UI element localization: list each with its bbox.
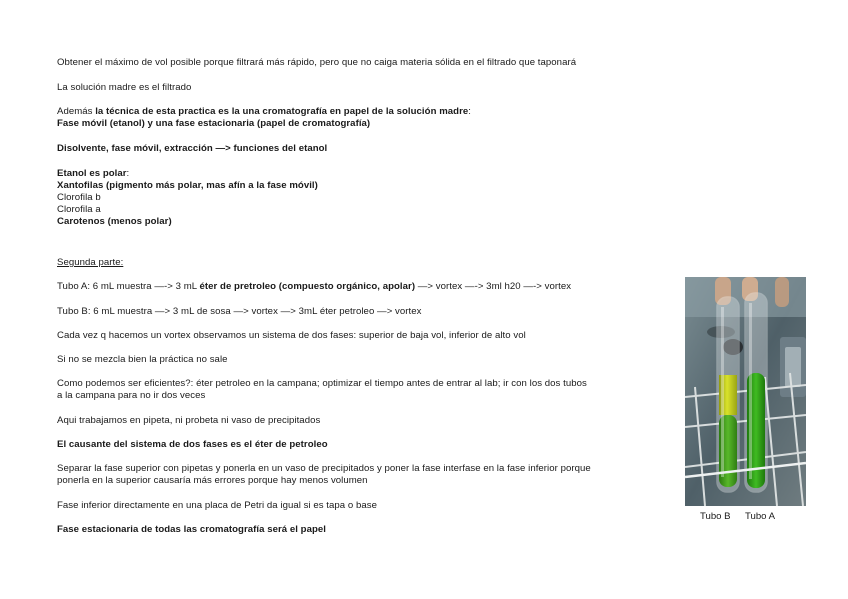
text-colon: : <box>468 106 471 117</box>
paragraph-tecnica <box>57 106 471 118</box>
list-item-xantofilas: Xantofilas (pigmento más polar, mas afín a la fase móvil) <box>57 180 318 191</box>
paragraph-tubo-a <box>57 281 571 293</box>
paragraph-tubo-b: Tubo B: 6 mL muestra —> 3 mL de sosa —> vortex —> 3mL éter petroleo —> vortex <box>57 306 422 317</box>
paragraph-eficientes-2: a la campana para no ir dos veces <box>57 390 206 401</box>
paragraph-separar-1: Separar la fase superior con pipetas y ponerla en un vaso de precipitados y poner la fase interfase en la fase inferior porque <box>57 463 591 474</box>
list-item-carotenos: Carotenos (menos polar) <box>57 216 172 227</box>
paragraph-mezcla: Si no se mezcla bien la práctica no sale <box>57 354 228 365</box>
paragraph-petri: Fase inferior directamente en una placa de Petri da igual si es tapa o base <box>57 500 378 511</box>
list-item-clorofila-a: Clorofila a <box>57 204 101 215</box>
paragraph-vortex: Cada vez q hacemos un vortex observamos un sistema de dos fases: superior de baja vol, inferior de alto vol <box>57 330 526 341</box>
paragraph-causante: El causante del sistema de dos fases es el éter de petroleo <box>57 439 328 450</box>
text-tubo-a-start: Tubo A: 6 mL muestra —-> 3 mL <box>57 281 200 292</box>
text-tecnica-bold: la técnica de esta practica es la una cromatografía en papel de la solución madre <box>95 106 469 117</box>
text-tubo-a-end: —> vortex —-> 3ml h20 —-> vortex <box>415 281 572 292</box>
text-colon: : <box>126 168 130 179</box>
section-heading: Segunda parte: <box>57 257 124 268</box>
paragraph-solucion-madre: La solución madre es el filtrado <box>57 82 192 93</box>
text-etanol-polar: Etanol es polar <box>57 168 127 179</box>
paragraph-separar-2: ponerla en la superior causaría más errores porque hay menos volumen <box>57 475 368 486</box>
paragraph-pipeta: Aqui trabajamos en pipeta, ni probeta ni vaso de precipitados <box>57 415 321 426</box>
text-tubo-a-bold: éter de pretroleo (compuesto orgánico, apolar) <box>199 281 416 292</box>
text-ademas: Además <box>57 106 96 117</box>
paragraph-disolvente: Disolvente, fase móvil, extracción —> funciones del etanol <box>57 143 328 154</box>
list-item-clorofila-b: Clorofila b <box>57 192 101 203</box>
paragraph-filtrado: Obtener el máximo de vol posible porque filtrará más rápido, pero que no caiga materia sólida en el filtrado que taponará <box>57 57 577 68</box>
paragraph-fase-estacionaria: Fase estacionaria de todas las cromatografía será el papel <box>57 524 326 535</box>
caption-tubo-b: Tubo B <box>700 511 731 522</box>
paragraph-etanol-polar <box>57 168 129 180</box>
paragraph-fases: Fase móvil (etanol) y una fase estacionaria (papel de cromatografía) <box>57 118 371 129</box>
test-tubes-photo <box>685 277 806 506</box>
caption-tubo-a: Tubo A <box>745 511 776 522</box>
paragraph-eficientes-1: Como podemos ser eficientes?: éter petroleo en la campana; optimizar el tiempo antes de entrar al lab; ir con los dos tubos <box>57 378 587 389</box>
